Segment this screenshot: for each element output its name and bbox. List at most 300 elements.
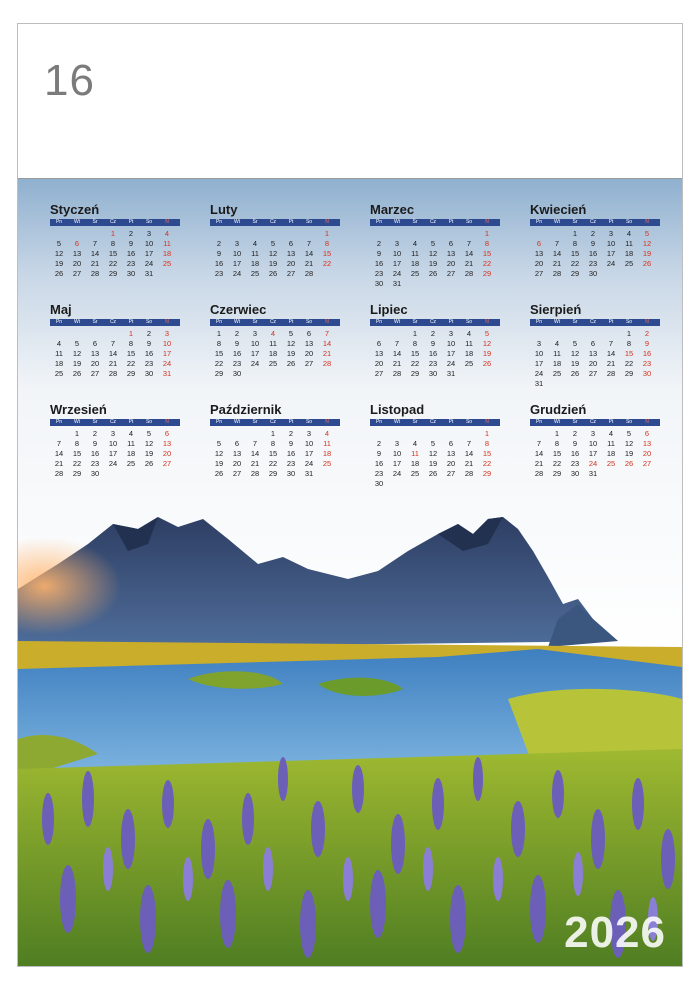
day-cell: 21 [464, 259, 474, 268]
day-cell: 13 [90, 349, 100, 358]
weekday-label: So [465, 219, 473, 225]
day-cell: 24 [232, 269, 242, 278]
day-cell: 14 [90, 249, 100, 258]
empty-cell [406, 229, 424, 239]
day-cell: 11 [625, 239, 633, 248]
weekday-label: Pt [128, 419, 134, 425]
month-name: Listopad [370, 402, 425, 417]
weekday-label: Wt [553, 419, 561, 425]
day-cell: 3 [252, 329, 258, 338]
day-cell: 24 [446, 359, 456, 368]
day-cell: 17 [108, 449, 118, 458]
day-cell: 2 [288, 429, 294, 438]
day-cell: 3 [110, 429, 116, 438]
month-name: Październik [210, 402, 282, 417]
empty-cell [246, 429, 264, 439]
weekday-label: N [325, 419, 329, 425]
day-cell: 4 [56, 339, 62, 348]
day-cell: 22 [624, 359, 634, 368]
day-cell: 21 [108, 359, 118, 368]
empty-cell [370, 229, 388, 239]
month-12 [530, 401, 660, 479]
weekday-label: Wt [393, 219, 401, 225]
day-cell: 2 [590, 229, 596, 238]
day-cell: 10 [534, 349, 544, 358]
day-cell: 28 [552, 269, 562, 278]
day-cell: 18 [322, 449, 332, 458]
day-cell: 3 [394, 439, 400, 448]
day-cell: 7 [608, 339, 614, 348]
weekday-label: Pn [375, 319, 383, 325]
day-cell: 19 [144, 449, 154, 458]
day-cell: 31 [304, 469, 314, 478]
day-cell: 18 [126, 449, 136, 458]
day-cell: 24 [162, 359, 172, 368]
day-cell: 7 [110, 339, 116, 348]
month-2 [210, 201, 340, 279]
day-cell: 8 [110, 239, 116, 248]
day-cell: 5 [430, 239, 436, 248]
day-cell: 20 [446, 459, 456, 468]
day-cell: 1 [270, 429, 276, 438]
weekday-label: Cz [109, 419, 117, 425]
month-11 [370, 401, 500, 489]
weekday-header [210, 219, 340, 226]
month-name: Maj [50, 302, 72, 317]
day-grid [210, 329, 340, 379]
day-cell: 26 [570, 369, 580, 378]
day-cell: 7 [466, 239, 472, 248]
day-cell: 5 [270, 239, 276, 248]
day-cell: 28 [250, 469, 260, 478]
weekday-label: Pt [448, 419, 454, 425]
calendar-header [18, 24, 682, 179]
empty-cell [388, 429, 406, 439]
day-cell: 17 [304, 449, 314, 458]
day-cell: 25 [552, 369, 562, 378]
day-cell: 17 [588, 449, 598, 458]
day-cell: 18 [410, 259, 420, 268]
day-grid [530, 229, 660, 279]
month-name: Czerwiec [210, 302, 267, 317]
weekday-label: Pn [215, 419, 223, 425]
day-cell: 1 [572, 229, 578, 238]
day-cell: 29 [214, 369, 224, 378]
weekday-label: Cz [429, 319, 437, 325]
day-grid [370, 329, 500, 379]
day-cell: 20 [642, 449, 652, 458]
empty-cell [460, 429, 478, 439]
weekday-label: So [145, 219, 153, 225]
day-cell: 14 [392, 349, 402, 358]
day-cell: 19 [286, 349, 296, 358]
day-cell: 31 [392, 279, 402, 288]
day-cell: 7 [306, 239, 312, 248]
day-cell: 9 [572, 439, 578, 448]
day-cell: 29 [268, 469, 278, 478]
month-name: Grudzień [530, 402, 587, 417]
day-cell: 15 [268, 449, 278, 458]
day-cell: 22 [410, 359, 420, 368]
day-cell: 30 [126, 269, 136, 278]
day-cell: 18 [606, 449, 616, 458]
day-cell: 23 [286, 459, 296, 468]
day-cell: 2 [216, 239, 222, 248]
day-cell: 6 [288, 239, 294, 248]
month-10 [210, 401, 340, 479]
day-cell: 12 [268, 249, 278, 258]
day-cell: 3 [146, 229, 152, 238]
weekday-label: Pn [55, 319, 63, 325]
weekday-label: Pt [608, 419, 614, 425]
day-cell: 13 [304, 339, 314, 348]
day-cell: 25 [126, 459, 136, 468]
day-cell: 17 [162, 349, 172, 358]
day-cell: 28 [90, 269, 100, 278]
weekday-header [530, 219, 660, 226]
weekday-label: Pt [128, 319, 134, 325]
day-cell: 30 [286, 469, 296, 478]
landscape-illustration [18, 179, 682, 967]
day-cell: 11 [127, 439, 135, 448]
day-cell: 19 [624, 449, 634, 458]
weekday-label: So [625, 419, 633, 425]
weekday-label: Pn [535, 219, 543, 225]
day-cell: 20 [72, 259, 82, 268]
empty-cell [442, 429, 460, 439]
day-cell: 16 [374, 259, 384, 268]
day-cell: 3 [590, 429, 596, 438]
day-cell: 28 [322, 359, 332, 368]
day-cell: 19 [428, 459, 438, 468]
day-cell: 2 [146, 329, 152, 338]
day-cell: 24 [144, 259, 154, 268]
empty-cell [406, 429, 424, 439]
day-cell: 28 [606, 369, 616, 378]
day-cell: 5 [56, 239, 62, 248]
day-cell: 19 [54, 259, 64, 268]
day-cell: 29 [72, 469, 82, 478]
day-cell: 6 [376, 339, 382, 348]
day-cell: 27 [446, 269, 456, 278]
empty-cell [424, 429, 442, 439]
day-cell: 22 [552, 459, 562, 468]
month-7 [370, 301, 500, 379]
day-cell: 4 [608, 429, 614, 438]
day-cell: 27 [642, 459, 652, 468]
day-cell: 24 [534, 369, 544, 378]
day-cell: 9 [590, 239, 596, 248]
empty-cell [370, 429, 388, 439]
day-cell: 21 [322, 349, 332, 358]
day-cell: 14 [552, 249, 562, 258]
weekday-label: Cz [109, 319, 117, 325]
day-cell: 22 [482, 259, 492, 268]
weekday-label: Pn [375, 219, 383, 225]
day-cell: 8 [216, 339, 222, 348]
month-8 [530, 301, 660, 389]
day-cell: 11 [163, 239, 171, 248]
day-cell: 26 [286, 359, 296, 368]
month-1 [50, 201, 180, 279]
day-cell: 22 [268, 459, 278, 468]
day-cell: 16 [126, 249, 136, 258]
day-cell: 26 [268, 269, 278, 278]
day-cell: 12 [144, 439, 154, 448]
day-cell: 26 [428, 469, 438, 478]
day-cell: 8 [412, 339, 418, 348]
day-cell: 5 [288, 329, 294, 338]
weekday-label: Pn [215, 319, 223, 325]
day-cell: 31 [534, 379, 544, 388]
day-grid [50, 229, 180, 279]
day-cell: 8 [74, 439, 80, 448]
day-cell: 2 [128, 229, 134, 238]
day-cell: 16 [374, 459, 384, 468]
day-cell: 14 [54, 449, 64, 458]
day-cell: 11 [251, 249, 259, 258]
day-cell: 25 [250, 269, 260, 278]
day-cell: 10 [588, 439, 598, 448]
day-cell: 15 [570, 249, 580, 258]
day-cell: 17 [446, 349, 456, 358]
day-grid [50, 329, 180, 379]
day-cell: 4 [554, 339, 560, 348]
day-cell: 3 [306, 429, 312, 438]
weekday-header [210, 319, 340, 326]
day-cell: 26 [624, 459, 634, 468]
day-cell: 6 [164, 429, 170, 438]
empty-cell [442, 229, 460, 239]
landscape-photo [18, 179, 682, 967]
day-cell: 29 [624, 369, 634, 378]
day-cell: 18 [624, 249, 634, 258]
weekday-label: N [165, 419, 169, 425]
empty-cell [282, 229, 300, 239]
weekday-label: Pn [535, 319, 543, 325]
weekday-label: Wt [393, 319, 401, 325]
day-cell: 25 [606, 459, 616, 468]
day-cell: 26 [482, 359, 492, 368]
day-cell: 2 [572, 429, 578, 438]
weekday-label: Pt [608, 219, 614, 225]
day-cell: 16 [286, 449, 296, 458]
empty-cell [602, 329, 620, 339]
day-cell: 3 [394, 239, 400, 248]
weekday-label: Cz [589, 219, 597, 225]
weekday-label: Pn [215, 219, 223, 225]
day-grid [530, 329, 660, 389]
day-cell: 14 [606, 349, 616, 358]
day-cell: 22 [126, 359, 136, 368]
day-cell: 15 [72, 449, 82, 458]
weekday-label: Wt [553, 219, 561, 225]
day-cell: 31 [588, 469, 598, 478]
day-cell: 7 [394, 339, 400, 348]
day-cell: 1 [216, 329, 222, 338]
day-cell: 5 [626, 429, 632, 438]
day-cell: 21 [54, 459, 64, 468]
empty-cell [460, 229, 478, 239]
day-cell: 20 [534, 259, 544, 268]
day-cell: 31 [446, 369, 456, 378]
day-cell: 27 [286, 269, 296, 278]
weekday-label: Śr [252, 219, 258, 225]
day-cell: 16 [570, 449, 580, 458]
day-cell: 28 [392, 369, 402, 378]
weekday-label: N [325, 319, 329, 325]
day-cell: 23 [642, 359, 652, 368]
empty-cell [50, 429, 68, 439]
day-cell: 20 [446, 259, 456, 268]
day-cell: 27 [534, 269, 544, 278]
day-cell: 15 [322, 249, 332, 258]
empty-cell [210, 229, 228, 239]
day-cell: 29 [126, 369, 136, 378]
empty-cell [86, 229, 104, 239]
day-cell: 20 [90, 359, 100, 368]
day-cell: 6 [92, 339, 98, 348]
day-cell: 27 [446, 469, 456, 478]
empty-cell [388, 329, 406, 339]
day-cell: 25 [322, 459, 332, 468]
weekday-label: Pn [535, 419, 543, 425]
day-cell: 10 [392, 249, 402, 258]
weekday-label: So [465, 319, 473, 325]
day-cell: 4 [412, 239, 418, 248]
day-cell: 12 [428, 449, 438, 458]
day-cell: 19 [642, 249, 652, 258]
day-grid [210, 229, 340, 279]
weekday-label: Pt [288, 419, 294, 425]
empty-cell [530, 429, 548, 439]
day-cell: 12 [72, 349, 82, 358]
day-cell: 26 [72, 369, 82, 378]
day-cell: 7 [554, 239, 560, 248]
day-cell: 22 [322, 259, 332, 268]
month-4 [530, 201, 660, 279]
day-cell: 11 [269, 339, 277, 348]
weekday-label: Wt [233, 319, 241, 325]
weekday-label: So [305, 419, 313, 425]
weekday-label: Śr [572, 419, 578, 425]
day-cell: 23 [428, 359, 438, 368]
day-cell: 13 [374, 349, 384, 358]
day-cell: 25 [162, 259, 172, 268]
day-cell: 20 [162, 449, 172, 458]
weekday-label: Cz [269, 419, 277, 425]
day-cell: 4 [252, 239, 258, 248]
day-cell: 23 [232, 359, 242, 368]
day-cell: 6 [74, 239, 80, 248]
day-cell: 29 [570, 269, 580, 278]
day-cell: 27 [72, 269, 82, 278]
day-grid [370, 429, 500, 489]
day-cell: 21 [606, 359, 616, 368]
day-cell: 25 [410, 469, 420, 478]
day-cell: 2 [234, 329, 240, 338]
day-cell: 14 [250, 449, 260, 458]
day-cell: 20 [374, 359, 384, 368]
empty-cell [300, 229, 318, 239]
day-cell: 9 [376, 249, 382, 258]
weekday-header [530, 419, 660, 426]
weekday-label: N [485, 419, 489, 425]
weekday-header [50, 319, 180, 326]
day-cell: 8 [270, 439, 276, 448]
day-cell: 16 [232, 349, 242, 358]
day-cell: 8 [554, 439, 560, 448]
day-cell: 10 [232, 249, 242, 258]
day-cell: 25 [624, 259, 634, 268]
weekday-label: N [645, 219, 649, 225]
day-cell: 12 [624, 439, 634, 448]
day-cell: 17 [144, 249, 154, 258]
day-cell: 1 [412, 329, 418, 338]
day-cell: 22 [72, 459, 82, 468]
day-cell: 26 [214, 469, 224, 478]
day-cell: 24 [606, 259, 616, 268]
day-cell: 23 [126, 259, 136, 268]
day-cell: 15 [552, 449, 562, 458]
month-name: Kwiecień [530, 202, 587, 217]
empty-cell [104, 329, 122, 339]
day-cell: 1 [110, 229, 116, 238]
day-cell: 28 [304, 269, 314, 278]
day-cell: 9 [376, 449, 382, 458]
day-cell: 15 [624, 349, 634, 358]
day-cell: 1 [554, 429, 560, 438]
empty-cell [548, 329, 566, 339]
empty-cell [584, 329, 602, 339]
day-cell: 17 [250, 349, 260, 358]
day-cell: 4 [412, 439, 418, 448]
day-cell: 24 [304, 459, 314, 468]
day-cell: 10 [304, 439, 314, 448]
day-cell: 11 [607, 439, 615, 448]
year-label: 2026 [564, 908, 666, 957]
day-cell: 24 [588, 459, 598, 468]
day-cell: 30 [90, 469, 100, 478]
day-cell: 21 [304, 259, 314, 268]
weekday-header [210, 419, 340, 426]
day-cell: 23 [90, 459, 100, 468]
weekday-header [370, 219, 500, 226]
day-cell: 23 [588, 259, 598, 268]
day-cell: 17 [232, 259, 242, 268]
weekday-label: Pn [55, 419, 63, 425]
day-cell: 21 [90, 259, 100, 268]
weekday-label: Cz [589, 319, 597, 325]
weekday-label: Śr [412, 319, 418, 325]
day-cell: 27 [374, 369, 384, 378]
month-name: Marzec [370, 202, 415, 217]
weekday-label: Wt [393, 419, 401, 425]
day-cell: 16 [90, 449, 100, 458]
day-cell: 25 [268, 359, 278, 368]
day-cell: 10 [162, 339, 172, 348]
weekday-label: Cz [589, 419, 597, 425]
day-cell: 18 [54, 359, 64, 368]
day-cell: 3 [448, 329, 454, 338]
weekday-label: Pt [288, 319, 294, 325]
day-cell: 29 [482, 269, 492, 278]
day-cell: 20 [304, 349, 314, 358]
weekday-label: Pt [448, 319, 454, 325]
day-cell: 15 [108, 249, 118, 258]
day-cell: 17 [392, 259, 402, 268]
weekday-label: So [465, 419, 473, 425]
